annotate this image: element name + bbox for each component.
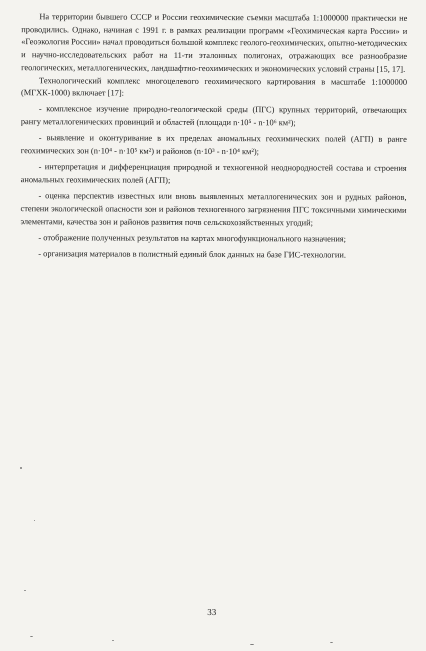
list-item: - интерпретация и дифференциация природной и техногенной неоднородностей состава и строения аномальных геохимических полей (АГП); bbox=[20, 162, 407, 185]
list-item: - организация материалов в полистный единый блок данных на базе ГИС-технологии. bbox=[38, 249, 346, 260]
list-item: - отображение полученных результатов на картах многофункционального назначения; bbox=[38, 232, 347, 244]
list-item: - оценка перспектив известных или вновь выявленных металлогенических зон и рудных районов, степени экологической опасности зон и районов техногенного загрязнения ПГС токсичными химическими элементами, качества зон и районов развития почв сельскохозяйственных угодий; bbox=[20, 191, 407, 227]
scan-speck bbox=[330, 642, 333, 643]
paragraph-intro: На территории бывшего СССР и России геохимические съемки масштаба 1:1000000 практически не проводились. Однако, начиная с 1991 г. в рамках реализации программ «Геохимическая карта России» и «Геоэкология России» начал проводиться большой комплекс геолого-геохимических, опытно-методических и научно-исследовательских работ на 11-ти эталонных полигонах, отражающих все разнообразие геологических, металлогенических, ландшафтно-геохимических и экономических условий страны [15, 17]. bbox=[21, 12, 408, 74]
list-item: - выявление и оконтуривание в их пределах аномальных геохимических полей (АГП) в ранге геохимических зон (n·10⁴ - n·10⁵ км²) и районов (n·10³ - n·10⁴ км²); bbox=[20, 133, 407, 157]
scan-speck bbox=[30, 636, 33, 637]
scan-speck bbox=[112, 640, 114, 641]
body-text bbox=[20, 11, 407, 262]
paragraph-complex: Технологический комплекс многоцелевого геохимического картирования в масштабе 1:1000000 (МГХК-1000) включает [17]: bbox=[20, 75, 408, 98]
list-item: - комплексное изучение природно-геологической среды (ПГС) крупных территорий, отвечающих рангу металлогенических провинций и областей (площади n·10⁵ - n·10⁶ км²); bbox=[20, 104, 407, 128]
scan-speck bbox=[20, 467, 22, 469]
page-number: 33 bbox=[207, 606, 217, 618]
scan-speck bbox=[250, 644, 254, 645]
scan-speck bbox=[34, 520, 35, 521]
scan-speck bbox=[24, 590, 26, 591]
